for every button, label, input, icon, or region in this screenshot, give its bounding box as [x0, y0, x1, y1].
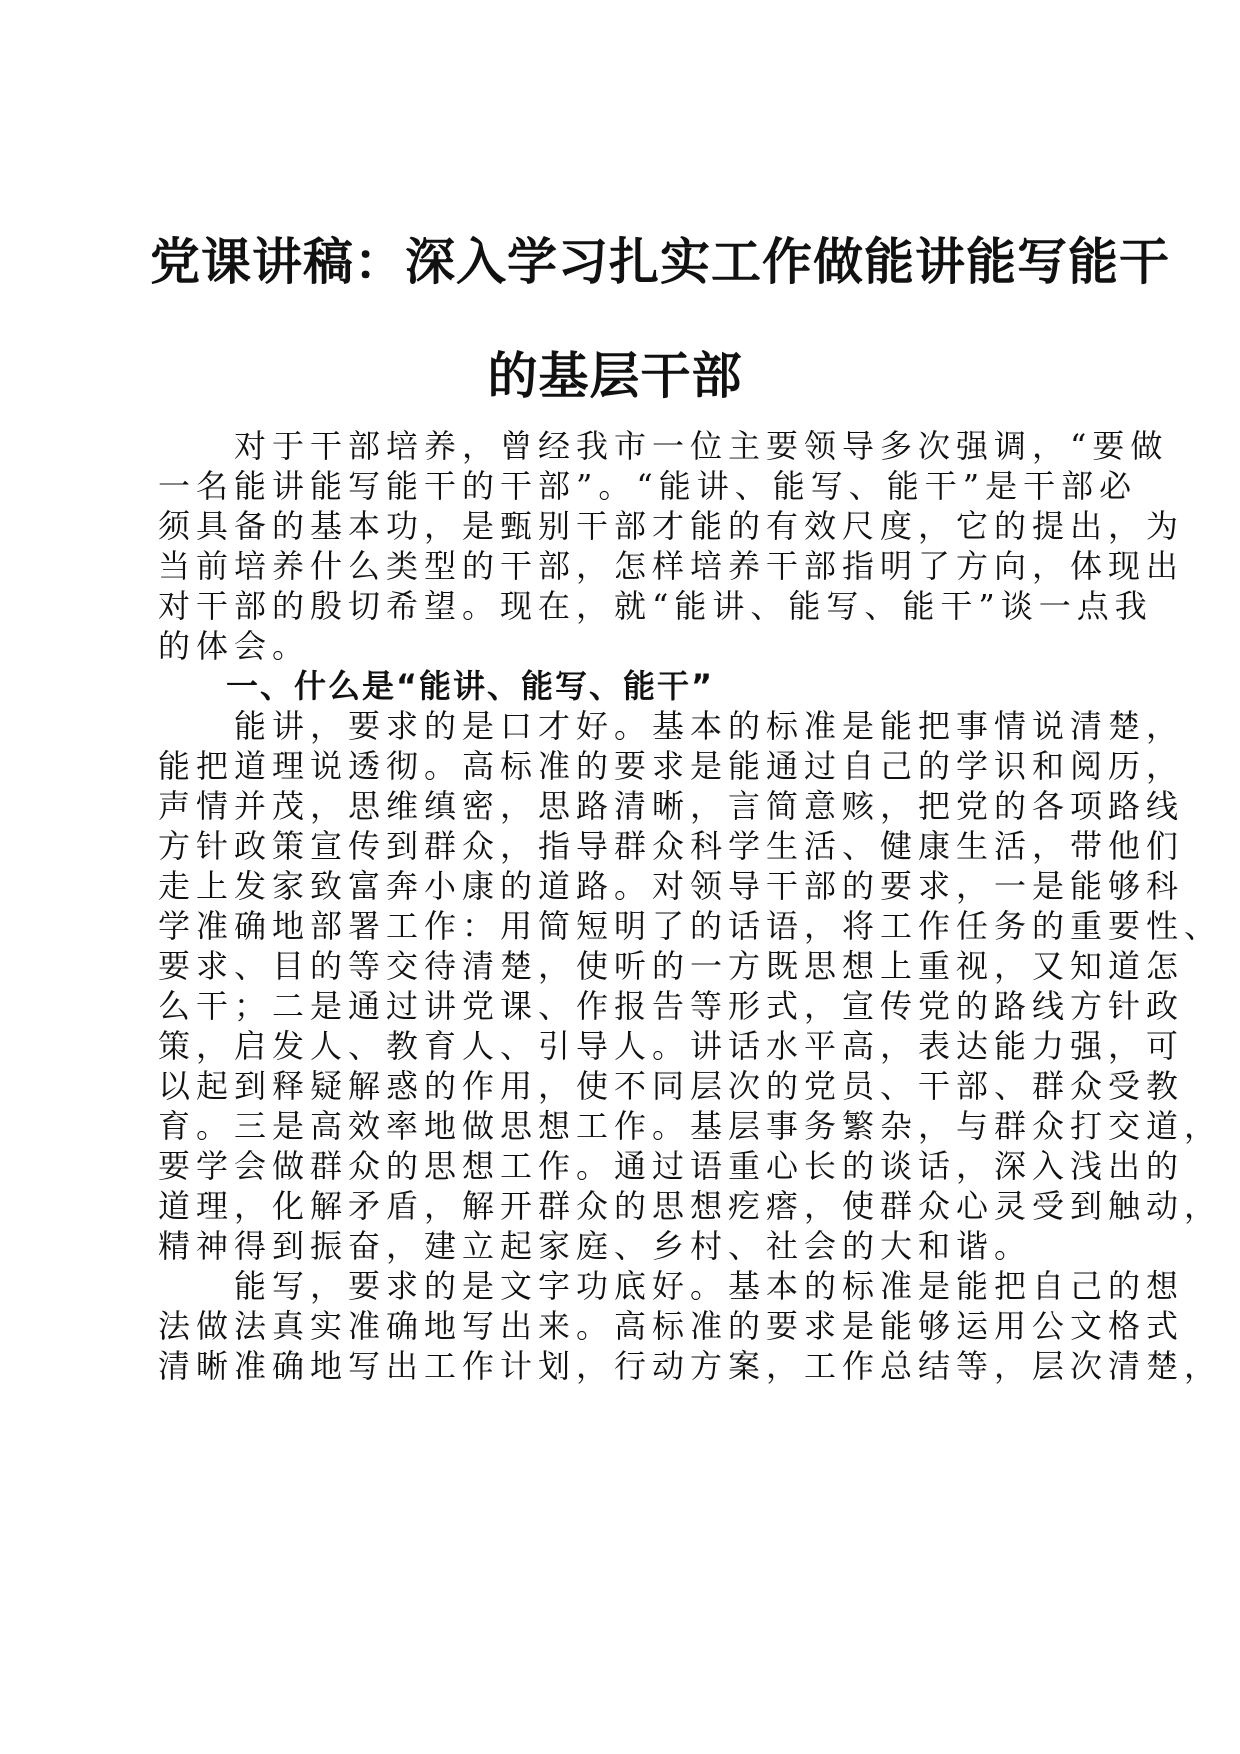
body-text-line: 当前培养什么类型的干部，怎样培养干部指明了方向，体现出 — [158, 547, 1185, 585]
body-text-line: 一名能讲能写能干的干部”。“能讲、能写、能干”是干部必 — [158, 467, 1138, 505]
body-text-line: 道理，化解矛盾，解开群众的思想疙瘩，使群众心灵受到触动， — [158, 1187, 1223, 1225]
body-text-line: 策，启发人、教育人、引导人。讲话水平高，表达能力强，可 — [158, 1027, 1185, 1065]
body-text-line: 能写，要求的是文字功底好。基本的标准是能把自己的想 — [158, 1267, 1185, 1305]
body-text-line: 走上发家致富奔小康的道路。对领导干部的要求，一是能够科 — [158, 867, 1185, 905]
document-title-line-1: 党课讲稿：深入学习扎实工作做能讲能写能干 — [150, 233, 1170, 291]
body-text-line: 方针政策宣传到群众，指导群众科学生活、健康生活，带他们 — [158, 827, 1185, 865]
document-title-line-2: 的基层干部 — [487, 347, 743, 405]
body-text-line: 对于干部培养，曾经我市一位主要领导多次强调，“要做 — [158, 427, 1169, 465]
body-text-line: 育。三是高效率地做思想工作。基层事务繁杂，与群众打交道， — [158, 1107, 1223, 1145]
body-text-line: 能把道理说透彻。高标准的要求是能通过自己的学识和阅历， — [158, 747, 1185, 785]
body-text-line: 学准确地部署工作：用简短明了的话语，将工作任务的重要性、 — [158, 907, 1223, 945]
body-text-line: 的体会。 — [158, 627, 311, 665]
body-text-line: 对干部的殷切希望。现在，就“能讲、能写、能干”谈一点我 — [158, 587, 1153, 625]
body-text-line: 能讲，要求的是口才好。基本的标准是能把事情说清楚， — [158, 707, 1185, 745]
body-text-line: 要求、目的等交待清楚，使听的一方既思想上重视，又知道怎 — [158, 947, 1185, 985]
body-text-line: 要学会做群众的思想工作。通过语重心长的谈话，深入浅出的 — [158, 1147, 1185, 1185]
body-text-line: 须具备的基本功，是甄别干部才能的有效尺度，它的提出，为 — [158, 507, 1185, 545]
body-text-line: 声情并茂，思维缜密，思路清晰，言简意赅，把党的各项路线 — [158, 787, 1185, 825]
body-text-line: 清晰准确地写出工作计划，行动方案，工作总结等，层次清楚， — [158, 1347, 1223, 1385]
body-text-line: 精神得到振奋，建立起家庭、乡村、社会的大和谐。 — [158, 1227, 1033, 1265]
section-heading: 一、什么是“能讲、能写、能干” — [158, 667, 715, 705]
body-text-line: 么干；二是通过讲党课、作报告等形式，宣传党的路线方针政 — [158, 987, 1185, 1025]
body-text-line: 法做法真实准确地写出来。高标准的要求是能够运用公文格式 — [158, 1307, 1185, 1345]
body-text-line: 以起到释疑解惑的作用，使不同层次的党员、干部、群众受教 — [158, 1067, 1185, 1105]
